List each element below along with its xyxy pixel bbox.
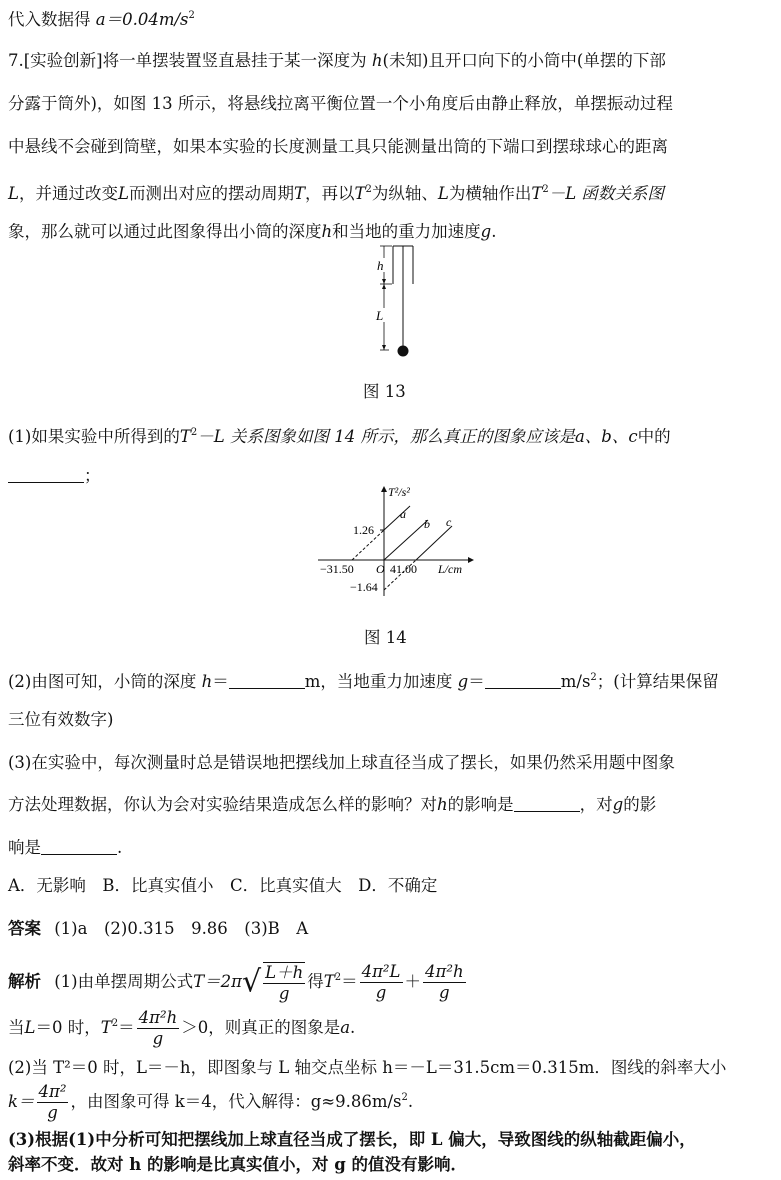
equals: ＝	[118, 1018, 135, 1037]
var-T: T	[354, 184, 366, 203]
x-axis-arrow	[468, 557, 474, 563]
series-label-c: c	[446, 515, 452, 529]
q2-text: ；(计算结果保留	[596, 672, 719, 691]
var-a: a	[340, 1018, 351, 1037]
figure-13-caption: 图 13	[363, 382, 406, 401]
arrow-head	[382, 279, 386, 284]
analysis-text: 当	[8, 1018, 25, 1037]
y-axis-arrow	[381, 486, 387, 492]
y-axis-label: T²/s²	[388, 485, 410, 499]
answer-blank-g-effect[interactable]	[41, 840, 117, 855]
period: .	[350, 1018, 356, 1037]
question-1-blank-line	[8, 464, 101, 488]
unit: m/s	[560, 672, 591, 691]
options-line: A．无影响 B．比真实值小 C．比真实值大 D．不确定	[8, 876, 438, 895]
fraction	[37, 1082, 69, 1123]
q3-text: 的影	[623, 795, 657, 814]
q1-options: a、b、c	[574, 427, 638, 446]
problem-line-3: 中悬线不会碰到筒壁，如果本实验的长度测量工具只能测量出筒的下端口到摆球球心的距离	[8, 137, 668, 156]
line-c	[416, 526, 452, 560]
question-2-line-2: 三位有效数字)	[8, 710, 114, 729]
var-g: g	[612, 795, 624, 814]
exponent: 2	[590, 672, 597, 683]
q1-text: 中的	[637, 427, 671, 446]
line-a	[384, 506, 410, 530]
period: .	[491, 222, 497, 241]
problem-text-5c: 和当地的重力加速度	[332, 222, 481, 241]
label-L: L	[376, 308, 384, 323]
var-T: T	[323, 972, 335, 991]
analysis-text: ＝0 时，	[35, 1018, 101, 1037]
answer-line	[8, 917, 308, 941]
question-3-line-1: (3)在实验中，每次测量时总是错误地把摆线加上球直径当成了摆长，如果仍然采用题中图象	[8, 753, 675, 772]
var-h: h	[437, 795, 448, 814]
var-L: L	[117, 184, 129, 203]
exponent: 2	[190, 427, 198, 438]
x-tick-neg-31.50: −31.50	[320, 562, 354, 576]
exponent: 2	[111, 1018, 119, 1029]
analysis-text: k＝	[8, 1092, 35, 1111]
analysis-line-5: (3)根据(1)中分析可知把摆线加上球直径当成了摆长，即 L 偏大，导致图线的纵轴截距偏小，	[8, 1130, 696, 1149]
q3-text: 方法处理数据，你认为会对实验结果造成怎么样的影响？对	[8, 795, 437, 814]
fraction-denominator: g	[47, 1103, 58, 1122]
analysis-line-3: (2)当 T²＝0 时，L＝－h，即图象与 L 轴交点坐标 h＝－L＝31.5cm＝0.315m．图线的斜率大小	[8, 1058, 727, 1077]
var-g: g	[457, 672, 469, 691]
q2-text: m，当地重力加速度	[304, 672, 453, 691]
problem-text-4d: 而测出对应的摆动周期	[128, 184, 294, 203]
analysis-text: ＞0，则真正的图象是	[181, 1018, 341, 1037]
previous-result-equation: a＝0.04m/s	[95, 10, 189, 29]
answer-blank[interactable]	[8, 468, 84, 483]
question-2-line	[8, 666, 719, 694]
problem-line-1	[8, 49, 666, 73]
q1-text: (1)如果实验中所得到的	[8, 427, 180, 446]
answer-blank-h-effect[interactable]	[514, 797, 580, 812]
var-L: L	[8, 184, 19, 203]
q3-text: 响是	[8, 838, 41, 857]
question-1-line	[8, 421, 671, 449]
arrow-head	[382, 284, 386, 289]
fraction-numerator: 4π²h	[138, 1008, 178, 1027]
figure-14-chart	[310, 480, 480, 600]
equals: ＝	[341, 972, 358, 991]
analysis-line-6: 斜率不变．故对 h 的影响是比真实值小，对 g 的值没有影响．	[8, 1155, 468, 1174]
problem-text-1b: (未知)且开口向下的小筒中(单摆的下部	[382, 51, 666, 70]
var-g: g	[480, 222, 492, 241]
sqrt-fraction	[263, 962, 305, 1004]
analysis-text: ，由图象可得 k＝4，代入解得：g≈9.86m/s	[70, 1092, 402, 1111]
analysis-text: (1)由单摆周期公式	[54, 972, 194, 991]
analysis-line-2	[8, 1000, 355, 1052]
var-h: h	[201, 672, 213, 691]
exponent: 2	[401, 1092, 408, 1103]
arrow-head	[382, 345, 386, 350]
analysis-label: 解析	[8, 972, 41, 991]
y-tick-1.26: 1.26	[353, 523, 374, 537]
var-h: h	[321, 222, 333, 241]
problem-line-4	[8, 178, 664, 206]
previous-result-exponent: 2	[188, 10, 195, 21]
q1-tail: ；	[84, 466, 101, 485]
var-T: T	[293, 184, 305, 203]
plus: ＋	[404, 972, 422, 991]
fraction-denominator: g	[152, 1029, 164, 1048]
fraction-numerator: 4π²	[38, 1082, 67, 1101]
question-3-line-2	[8, 793, 656, 817]
line-b	[384, 520, 428, 560]
question-3-line-3	[8, 836, 122, 860]
previous-result-line	[8, 4, 195, 32]
sqrt-sign: √	[241, 964, 262, 1000]
problem-number: 7.	[8, 51, 24, 70]
var-h: h	[371, 51, 383, 70]
q1-text: －L 关系图象如图 14 所示，那么真正的图象应该是	[197, 427, 575, 446]
pendulum-bob	[398, 346, 409, 357]
figure-14-caption: 图 14	[364, 628, 407, 647]
exponent: 2	[542, 184, 549, 195]
problem-text-4b: ，并通过改变	[18, 184, 118, 203]
series-label-a: a	[400, 507, 406, 521]
x-axis-label: L/cm	[438, 562, 462, 576]
fraction-denominator: g	[375, 983, 387, 1002]
period: .	[407, 1092, 414, 1111]
problem-text-1a: 将一单摆装置竖直悬挂于某一深度为	[102, 51, 367, 70]
fraction-denominator: g	[278, 983, 290, 1003]
equals: ＝	[212, 672, 229, 691]
problem-text-4i: 为纵轴、	[371, 184, 438, 203]
period: .	[117, 838, 123, 857]
origin-label: O	[376, 562, 385, 576]
fraction-numerator: 4π²L	[361, 962, 401, 981]
problem-text-4n: －L 函数关系图	[548, 184, 664, 203]
fraction-denominator: g	[439, 983, 450, 1002]
analysis-line-1	[8, 954, 468, 1007]
problem-line-2: 分露于筒外)，如图 13 所示，将悬线拉离平衡位置一个小角度后由静止释放，单摆振动过程	[8, 94, 673, 113]
fraction-numerator: L＋h	[265, 962, 304, 982]
label-h: h	[377, 258, 384, 273]
q3-text: 的影响是	[447, 795, 514, 814]
previous-result-prefix: 代入数据得	[8, 10, 91, 29]
y-tick-neg-1.64: −1.64	[350, 580, 378, 594]
var-T: T	[179, 427, 191, 446]
answer-blank-h[interactable]	[229, 674, 305, 689]
var-T: T	[100, 1018, 112, 1037]
exponent: 2	[365, 184, 372, 195]
fraction	[360, 962, 403, 1003]
formula: T＝2π	[193, 972, 242, 991]
problem-tag: [实验创新]	[23, 51, 103, 70]
fraction	[137, 1008, 180, 1049]
var-T: T	[531, 184, 543, 203]
q3-text: ，对	[579, 795, 613, 814]
fraction	[423, 962, 466, 1003]
figure-13-pendulum	[363, 244, 423, 360]
analysis-line-4	[8, 1074, 413, 1126]
problem-text-4k: 为横轴作出	[448, 184, 532, 203]
answer-label: 答案	[8, 919, 41, 938]
problem-text-4f: ，再以	[304, 184, 355, 203]
q2-text: (2)由图可知，小筒的深度	[8, 672, 197, 691]
exponent: 2	[334, 972, 342, 983]
var-L: L	[24, 1018, 36, 1037]
analysis-text: 得	[307, 972, 324, 991]
fraction-numerator: 4π²h	[425, 962, 464, 981]
series-label-b: b	[424, 517, 430, 531]
problem-text-5a: 象，那么就可以通过此图象得出小筒的深度	[8, 222, 322, 241]
var-L: L	[437, 184, 449, 203]
equals: ＝	[468, 672, 485, 691]
x-tick-41.00: 41.00	[390, 562, 417, 576]
answer-blank-g[interactable]	[485, 674, 561, 689]
answer-text: (1)a (2)0.315 9.86 (3)B A	[54, 919, 309, 938]
problem-line-5	[8, 220, 496, 244]
